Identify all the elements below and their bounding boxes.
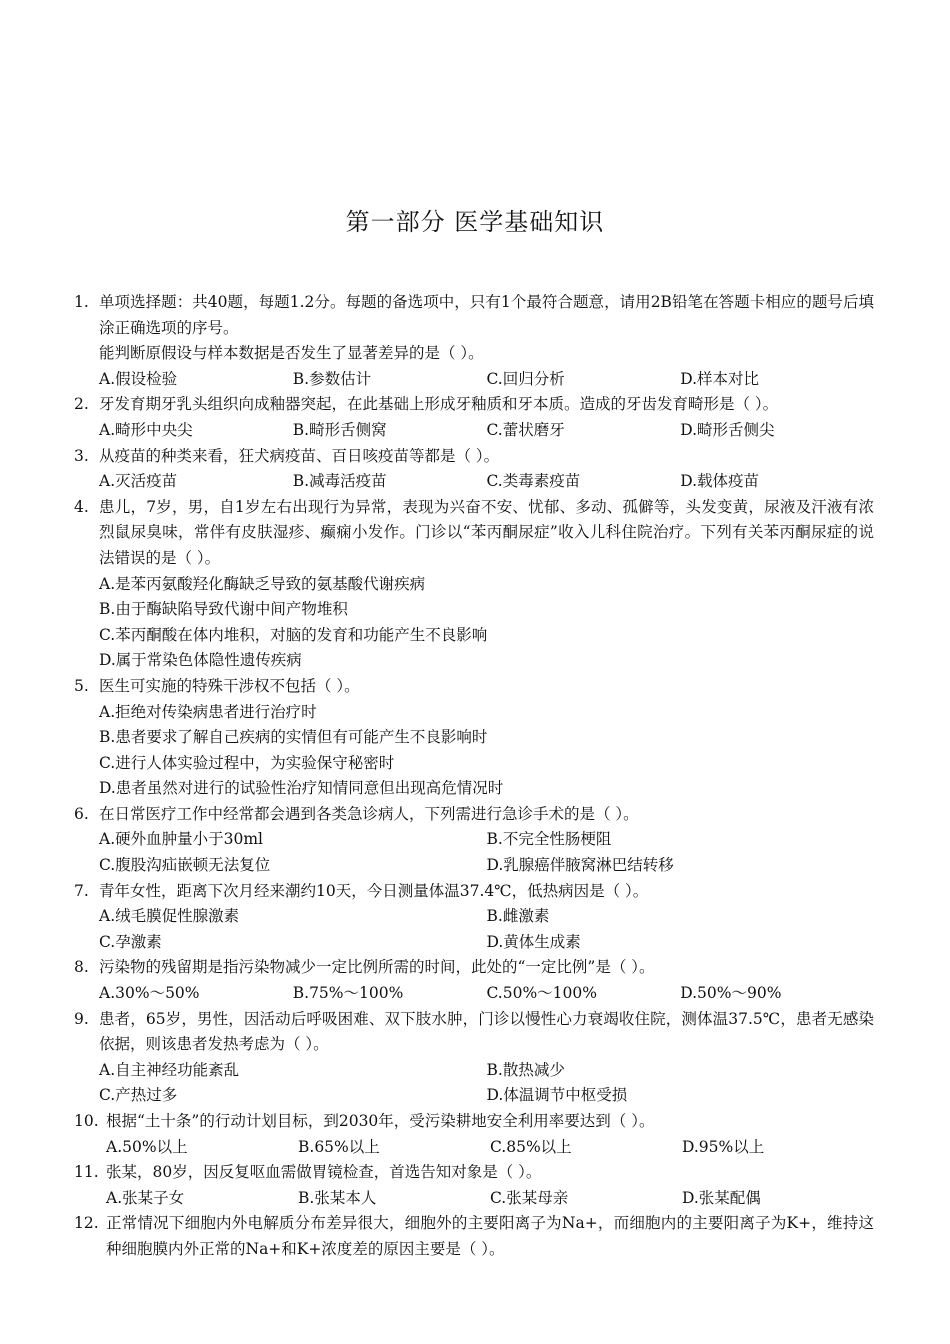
option-b: B.参数估计 [292,369,372,388]
question-number: 11. [74,1163,99,1182]
question-number: 12. [74,1214,99,1233]
option-list [74,1058,874,1109]
question-stem: 污染物的残留期是指污染物减少一定比例所需的时间，此处的“一定比例”是（ ）。 [99,958,655,977]
option-d: D.体温调节中枢受损 [486,1086,628,1105]
question-stem: 在日常医疗工作中经常都会遇到各类急诊病人，下列需进行急诊手术的是（ ）。 [99,804,639,823]
option-list [74,367,874,393]
option-b: B.雌激素 [486,907,550,926]
question-list [74,290,874,1263]
option-c: C.类毒素疫苗 [486,472,581,491]
question-number: 10. [74,1112,99,1130]
option-d: D.患者虽然对进行的试验性治疗知情同意但出现高危情况时 [99,779,504,798]
option-c: C.产热过多 [99,1086,178,1105]
question-number: 7. [74,881,89,900]
question-9 [74,1007,874,1109]
question-7 [74,879,874,956]
question-2 [74,392,874,443]
question-sub-stem: 能判断原假设与样本数据是否发生了显著差异的是（ ）。 [99,344,484,363]
option-a: A.灭活疫苗 [99,472,178,491]
option-c: C.50%～100% [486,984,597,1003]
question-8 [74,955,874,1006]
option-d: D.95%以上 [682,1137,765,1156]
option-d: D.畸形舌侧尖 [680,420,775,439]
option-a: A.硬外血肿量小于30ml [99,830,263,849]
question-number: 6. [74,804,89,823]
option-list [74,469,874,495]
option-d: D.乳腺癌伴腋窝淋巴结转移 [486,856,674,875]
option-a: A.自主神经功能紊乱 [99,1060,240,1079]
option-b: B.由于酶缺陷导致代谢中间产物堆积 [99,600,348,619]
question-stem: 医生可实施的特殊干涉权不包括（ ）。 [99,676,360,695]
option-b: B.散热减少 [486,1060,565,1079]
option-a: A.畸形中央尖 [99,420,193,439]
question-number: 5. [74,676,89,695]
option-c: C.张某母亲 [490,1188,569,1207]
option-b: B.患者要求了解自己疾病的实情但有可能产生不良影响时 [99,728,488,747]
option-c: C.苯丙酮酸在体内堆积，对脑的发育和功能产生不良影响 [99,625,488,644]
option-a: A.50%以上 [106,1137,188,1156]
question-stem: 正常情况下细胞内外电解质分布差异很大，细胞外的主要阳离子为Na+，而细胞内的主要阳离子为K+，维持这种细胞膜内外正常的Na+和K+浓度差的原因主要是（ ）。 [106,1214,874,1258]
option-a: A.绒毛膜促性腺激素 [99,907,240,926]
option-b: B.75%～100% [292,984,404,1003]
option-a: A.拒绝对传染病患者进行治疗时 [99,702,317,721]
question-6 [74,802,874,879]
option-a: A.假设检验 [99,369,178,388]
option-b: B.65%以上 [298,1137,380,1156]
option-a: A.30%～50% [99,984,200,1003]
question-11 [74,1160,874,1211]
question-stem: 患儿，7岁，男，自1岁左右出现行为异常，表现为兴奋不安、忧郁、多动、孤僻等，头发变黄，尿液及汗液有浓烈鼠尿臭味，常伴有皮肤湿疹、癫痫小发作。门诊以“苯丙酮尿症”收入儿科住院治疗。下列有关苯丙酮尿症的说法错误的是（ ）。 [99,497,874,567]
question-stem: 张某，80岁，因反复呕血需做胃镜检查，首选告知对象是（ ）。 [106,1163,542,1182]
option-list [74,1186,874,1212]
question-number: 1. [74,293,89,311]
question-stem: 牙发育期牙乳头组织向成釉器突起，在此基础上形成牙釉质和牙本质。造成的牙齿发育畸形是（ ）。 [99,395,779,414]
option-list [74,418,874,444]
option-d: D.载体疫苗 [680,472,760,491]
question-3 [74,444,874,495]
option-d: D.50%～90% [680,984,782,1003]
question-5 [74,674,874,802]
option-list [74,904,874,955]
question-number: 3. [74,446,89,465]
option-d: D.属于常染色体隐性遗传疾病 [99,651,302,670]
option-b: B.不完全性肠梗阻 [486,830,612,849]
option-c: C.回归分析 [486,369,565,388]
question-stem: 从疫苗的种类来看，狂犬病疫苗、百日咳疫苗等都是（ ）。 [99,446,500,465]
question-stem: 患者，65岁，男性，因活动后呼吸困难、双下肢水肿，门诊以慢性心力衰竭收住院，测体温37.5℃，患者无感染依据，则该患者发热考虑为（ ）。 [99,1009,874,1054]
option-d: D.黄体生成素 [486,932,581,951]
option-c: C.进行人体实验过程中，为实验保守秘密时 [99,753,395,772]
option-b: B.张某本人 [298,1188,377,1207]
question-number: 2. [74,395,89,414]
option-d: D.张某配偶 [682,1188,761,1207]
question-stem: 青年女性，距离下次月经来潮约10天，今日测量体温37.4℃，低热病因是（ ）。 [99,881,649,900]
option-list [74,827,874,878]
option-list [74,1135,874,1161]
question-number: 9. [74,1009,89,1028]
option-c: C.蕾状磨牙 [486,420,565,439]
option-list [74,700,874,802]
option-list [74,572,874,674]
option-a: A.是苯丙氨酸羟化酶缺乏导致的氨基酸代谢疾病 [99,574,426,593]
option-c: C.孕激素 [99,932,162,951]
option-list [74,981,874,1007]
question-stem: 单项选择题：共40题，每题1.2分。每题的备选项中，只有1个最符合题意，请用2B铅笔在答题卡相应的题号后填涂正确选项的序号。 [99,293,874,337]
question-number: 4. [74,497,89,516]
option-b: B.畸形舌侧窝 [292,420,387,439]
question-stem: 根据“土十条”的行动计划目标，到2030年，受污染耕地安全利用率要达到（ ）。 [106,1112,655,1130]
option-d: D.样本对比 [680,369,760,388]
option-c: C.腹股沟疝嵌顿无法复位 [99,856,271,875]
question-12 [74,1211,874,1262]
question-4 [74,495,874,674]
option-c: C.85%以上 [490,1137,572,1156]
option-a: A.张某子女 [106,1188,185,1207]
question-1 [74,290,874,392]
question-10 [74,1109,874,1160]
question-number: 8. [74,958,89,977]
option-b: B.减毒活疫苗 [292,472,387,491]
page-title: 第一部分 医学基础知识 [345,208,605,236]
